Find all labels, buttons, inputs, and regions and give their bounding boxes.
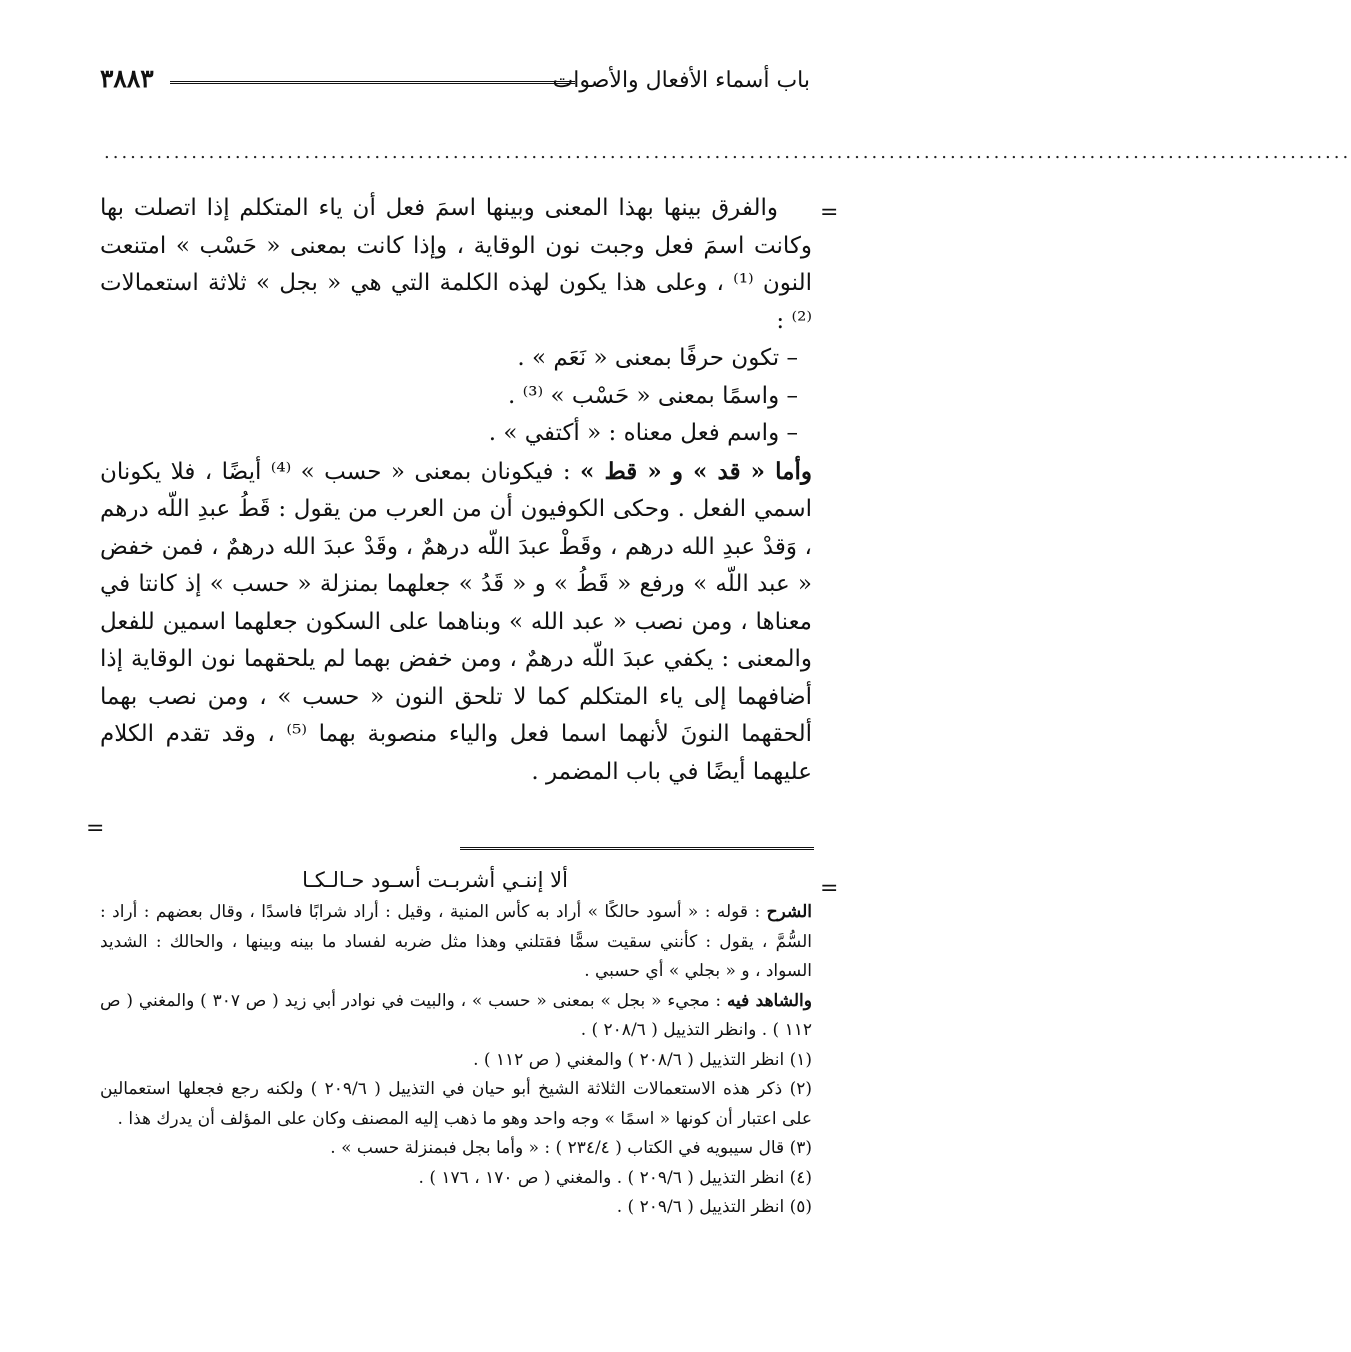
commentary-label: الشرح <box>766 902 812 922</box>
continuation-mark: = <box>820 876 839 901</box>
list-item: – واسمًا بمعنى « حَسْب » ⁽³⁾ . <box>508 382 798 409</box>
commentary-text: : قوله : « أسود حالكًا » أراد به كأس المنية ، وقيل : أراد شرابًا فاسدًا ، وقال بعضهم : أراد : السُّمَّ ، يقول : كأنني سقيت سمًّا فقتلني وهذا مثل ضربه لفساد ما بينه وبينها ، والحالك : الشديد السواد ، و « بجلي » أي حسبي . <box>100 902 812 981</box>
page-number: ٣٨٨٣ <box>100 64 154 93</box>
list-item: – واسم فعل معناه : « أكتفي » . <box>488 420 798 446</box>
evidence-note <box>100 987 812 1046</box>
commentary <box>100 898 812 987</box>
footnote: (٣) قال سيبويه في الكتاب ( ٢٣٤/٤ ) : « وأما بجل فبمنزلة حسب » . <box>330 1138 812 1158</box>
list-item: – تكون حرفًا بمعنى « نَعَم » . <box>517 345 798 371</box>
poem-verse: ألا إننـي أشربـت أسـود حـالـكـا <box>302 868 568 892</box>
chapter-title: باب أسماء الأفعال والأصوات <box>552 68 810 93</box>
paragraph-body: : فيكونان بمعنى « حسب » ⁽⁴⁾ أيضًا ، فلا يكونان اسمي الفعل . وحكى الكوفيون أن من العرب من يقول : قَطُ عبدِ اللّه درهم ، وَقدْ عبدِ الله درهم ، وقَطْ عبدَ اللّه درهمٌ ، وقَدْ عبدَ الله درهمٌ ، فمن خفض « عبد اللّه » ورفع « قَطُ » و « قَدُ » جعلهما بمنزلة « حسب » إذ كانتا في معناها ، ومن نصب « عبد الله » وبناهما على السكون جعلهما اسمين للفعل والمعنى : يكفي عبدَ اللّه درهمٌ ، ومن خفض بهما لم يلحقهما نون الوقاية إذا أضافهما إلى ياء المتكلم كما لا تلحق النون « حسب » ، ومن نصب بهما ألحقهما النونَ لأنهما اسما فعل والياء منصوبة بهما ⁽⁵⁾ ، وقد تقدم الكلام عليهما أيضًا في باب المضمر . <box>100 458 812 785</box>
footnote: (١) انظر التذييل ( ٢٠٨/٦ ) والمغني ( ص ١١٢ ) . <box>473 1049 812 1070</box>
header-rule <box>170 81 575 87</box>
footnote: (٥) انظر التذييل ( ٢٠٩/٦ ) . <box>616 1197 812 1217</box>
paragraph <box>100 453 812 792</box>
footnote-separator <box>460 847 814 850</box>
footnotes <box>100 898 812 1223</box>
evidence-label: والشاهد فيه <box>726 990 812 1011</box>
footnote: (٤) انظر التذييل ( ٢٠٩/٦ ) . والمغني ( ص ١٧٠ ، ١٧٦ ) . <box>418 1167 812 1188</box>
paragraph-lead: وأما « قد » و « قط » <box>580 457 812 485</box>
running-header <box>100 62 810 102</box>
evidence-text: : مجيء « بجل » بمعنى « حسب » ، والبيت في نوادر أبي زيد ( ص ٣٠٧ ) والمغني ( ص ١١٢ ) . وانظر التذييل ( ٢٠٨/٦ ) . <box>100 990 812 1040</box>
footnote: (٢) ذكر هذه الاستعمالات الثلاثة الشيخ أبو حيان في التذييل ( ٢٠٩/٦ ) ولكنه رجع فجعلها استعمالين على اعتبار أن كونها « اسمًا » وجه واحد وهو ما ذهب إليه المصنف وكان على المؤلف أن يدرك هذا . <box>100 1079 812 1129</box>
main-text <box>100 190 812 791</box>
continuation-mark: = <box>86 816 105 841</box>
dotted-separator: ............................................................................................................................................... <box>104 142 1351 163</box>
continuation-mark: = <box>820 200 839 225</box>
paragraph: والفرق بينها بهذا المعنى وبينها اسمَ فعل أن ياء المتكلم إذا اتصلت بها وكانت اسمَ فعل وجبت نون الوقاية ، وإذا كانت بمعنى « حَسْب » امتنعت النون ⁽¹⁾ ، وعلى هذا يكون لهذه الكلمة التي هي « بجل » ثلاثة استعمالات ⁽²⁾ : <box>100 195 812 334</box>
